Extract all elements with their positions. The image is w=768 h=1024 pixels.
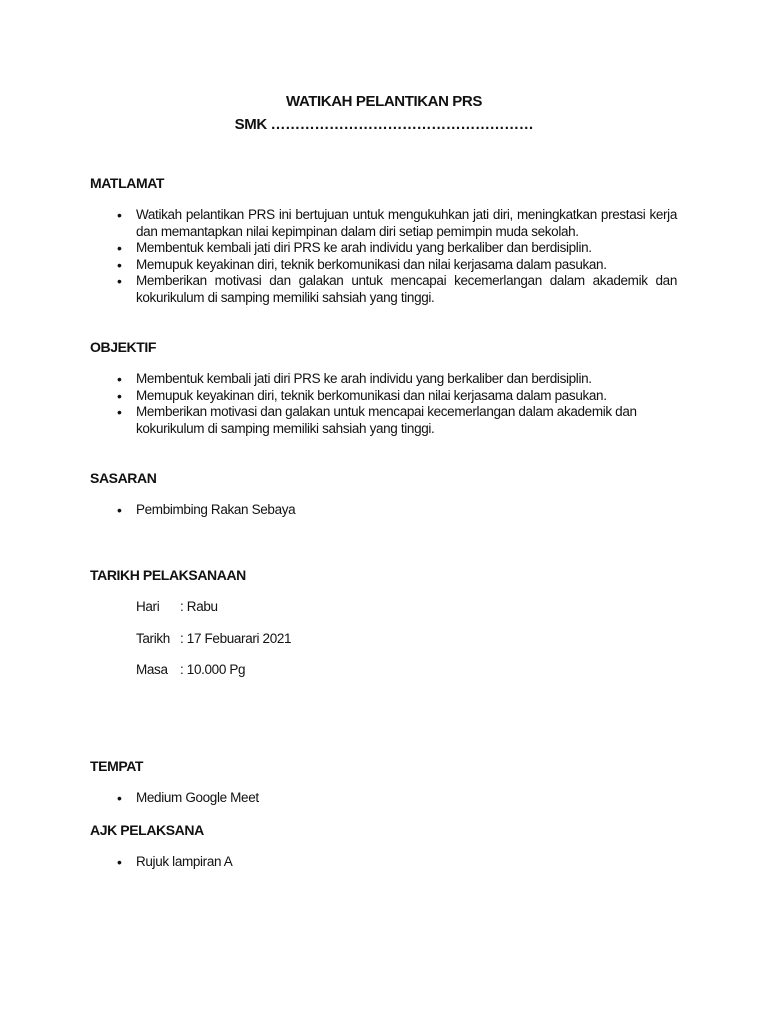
value: : Rabu: [180, 599, 218, 614]
matlamat-list: [117, 207, 677, 307]
list-item: • Memupuk keyakinan diri, teknik berkomunikasi dan nilai kerjasama dalam pasukan.: [117, 388, 637, 405]
document-subtitle: SMK ………………………………………………: [234, 116, 534, 133]
row-hari: [136, 599, 218, 614]
row-tarikh: [136, 631, 291, 646]
heading-ajk-pelaksana: AJK PELAKSANA: [90, 822, 204, 838]
label: Hari: [136, 599, 160, 614]
list-item: • Memberikan motivasi dan galakan untuk mencapai kecemerlangan dalam akademik dan kokurikulum di samping memiliki sahsiah yang tinggi.: [117, 404, 637, 437]
tempat-list: [117, 790, 677, 807]
list-item: • Memupuk keyakinan diri, teknik berkomunikasi dan nilai kerjasama dalam pasukan.: [117, 257, 677, 274]
heading-sasaran: SASARAN: [90, 470, 157, 486]
ajk-list: [117, 854, 677, 871]
objektif-list: [117, 371, 637, 437]
row-masa: [136, 662, 245, 677]
heading-objektif: OBJEKTIF: [90, 339, 157, 355]
heading-matlamat: MATLAMAT: [90, 175, 165, 191]
list-item: • Watikah pelantikan PRS ini bertujuan untuk mengukuhkan jati diri, meningkatkan prestasi kerja dan memantapkan nilai kepimpinan dalam diri setiap pemimpin muda sekolah.: [117, 207, 677, 240]
list-item: • Membentuk kembali jati diri PRS ke arah individu yang berkaliber dan berdisiplin.: [117, 240, 677, 257]
value: : 10.000 Pg: [180, 662, 246, 677]
list-item: • Rujuk lampiran A: [117, 854, 677, 871]
list-item: • Memberikan motivasi dan galakan untuk mencapai kecemerlangan dalam akademik dan kokurikulum di samping memiliki sahsiah yang tinggi.: [117, 273, 677, 306]
label: Tarikh: [136, 631, 170, 646]
value: : 17 Febuarari 2021: [180, 631, 292, 646]
heading-tempat: TEMPAT: [90, 758, 144, 774]
heading-tarikh-pelaksanaan: TARIKH PELAKSANAAN: [90, 567, 246, 583]
list-item: • Medium Google Meet: [117, 790, 677, 807]
list-item: • Membentuk kembali jati diri PRS ke arah individu yang berkaliber dan berdisiplin.: [117, 371, 637, 388]
sasaran-list: [117, 502, 677, 519]
document-title: WATIKAH PELANTIKAN PRS: [286, 93, 482, 110]
label: Masa: [136, 662, 168, 677]
list-item: • Pembimbing Rakan Sebaya: [117, 502, 677, 519]
